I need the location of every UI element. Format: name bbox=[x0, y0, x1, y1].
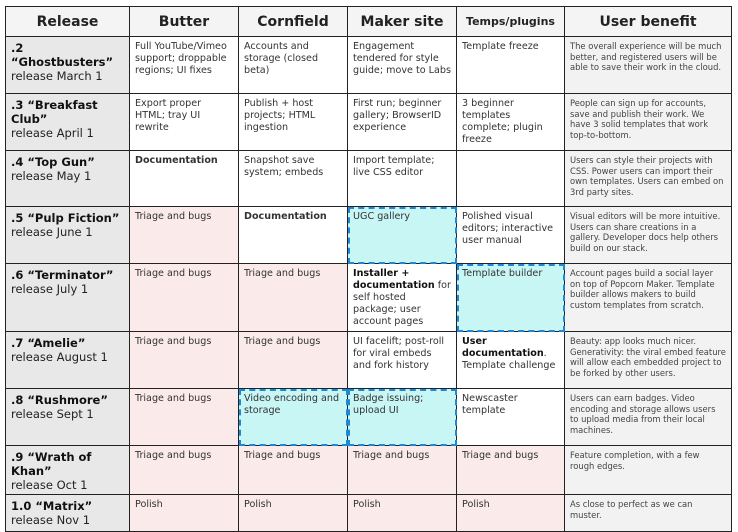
butter-cell: Triage and bugs bbox=[130, 389, 239, 446]
cornfield-cell: Polish bbox=[239, 495, 348, 532]
header-release: Release bbox=[6, 7, 130, 37]
cornfield-cell: Snapshot save system; embeds bbox=[239, 151, 348, 207]
release-title: .4 “Top Gun” bbox=[11, 155, 95, 169]
butter-cell: Polish bbox=[130, 495, 239, 532]
release-cell bbox=[6, 332, 130, 389]
butter-cell: Full YouTube/Vimeo support; droppable regions; UI fixes bbox=[130, 37, 239, 94]
temps-cell: 3 beginner templates complete; plugin freeze bbox=[457, 94, 565, 151]
temps-cell: Triage and bugs bbox=[457, 446, 565, 495]
release-title: .5 “Pulp Fiction” bbox=[11, 211, 120, 225]
release-title: 1.0 “Matrix” bbox=[11, 499, 93, 513]
release-cell bbox=[6, 151, 130, 207]
maker-bold-text: Installer + documentation bbox=[353, 268, 435, 291]
temps-bold-text: User documentation bbox=[462, 336, 544, 359]
release-cell bbox=[6, 37, 130, 94]
release-title: .8 “Rushmore” bbox=[11, 393, 108, 407]
maker-cell: UI facelift; post-roll for viral embeds and fork history bbox=[348, 332, 457, 389]
release-date: release July 1 bbox=[11, 282, 89, 296]
butter-cell: Export proper HTML; tray UI rewrite bbox=[130, 94, 239, 151]
header-butter: Butter bbox=[130, 7, 239, 37]
release-cell bbox=[6, 495, 130, 532]
maker-cell: Engagement tendered for style guide; move to Labs bbox=[348, 37, 457, 94]
temps-cell bbox=[457, 332, 565, 389]
benefit-cell: Feature completion, with a few rough edges. bbox=[565, 446, 732, 495]
release-cell bbox=[6, 389, 130, 446]
roadmap-table bbox=[5, 6, 732, 532]
cornfield-cell: Publish + host projects; HTML ingestion bbox=[239, 94, 348, 151]
cornfield-cell: Video encoding and storage bbox=[239, 389, 348, 446]
maker-cell: UGC gallery bbox=[348, 207, 457, 264]
release-cell bbox=[6, 94, 130, 151]
release-title: .3 “Breakfast Club” bbox=[11, 98, 98, 126]
table-row bbox=[6, 207, 732, 264]
maker-cell: Triage and bugs bbox=[348, 446, 457, 495]
cornfield-cell: Triage and bugs bbox=[239, 332, 348, 389]
maker-cell bbox=[348, 264, 457, 332]
header-temps-plugins: Temps/plugins bbox=[457, 7, 565, 37]
release-cell bbox=[6, 446, 130, 495]
release-date: release March 1 bbox=[11, 69, 103, 83]
table-row bbox=[6, 495, 732, 532]
temps-cell: Template builder bbox=[457, 264, 565, 332]
maker-cell: Polish bbox=[348, 495, 457, 532]
table-row bbox=[6, 389, 732, 446]
table-row bbox=[6, 332, 732, 389]
benefit-cell: As close to perfect as we can muster. bbox=[565, 495, 732, 532]
cornfield-cell: Documentation bbox=[239, 207, 348, 264]
benefit-cell: People can sign up for accounts, save and publish their work. We have 3 solid templates that work top-to-bottom. bbox=[565, 94, 732, 151]
release-title: .9 “Wrath of Khan” bbox=[11, 450, 92, 478]
release-date: release June 1 bbox=[11, 225, 93, 239]
maker-cell: Import template; live CSS editor bbox=[348, 151, 457, 207]
temps-cell: Polish bbox=[457, 495, 565, 532]
temps-cell: Template freeze bbox=[457, 37, 565, 94]
temps-cell bbox=[457, 151, 565, 207]
benefit-cell: Account pages build a social layer on top of Popcorn Maker. Template builder allows makers to build custom templates from scratch. bbox=[565, 264, 732, 332]
release-title: .2 “Ghostbusters” bbox=[11, 41, 114, 69]
temps-cell: Newscaster template bbox=[457, 389, 565, 446]
release-cell bbox=[6, 264, 130, 332]
butter-cell: Triage and bugs bbox=[130, 446, 239, 495]
release-title: .6 “Terminator” bbox=[11, 268, 114, 282]
benefit-cell: The overall experience will be much better, and registered users will be able to save their work in the cloud. bbox=[565, 37, 732, 94]
table-row bbox=[6, 94, 732, 151]
header-cornfield: Cornfield bbox=[239, 7, 348, 37]
release-date: release April 1 bbox=[11, 126, 94, 140]
maker-cell: First run; beginner gallery; BrowserID experience bbox=[348, 94, 457, 151]
cornfield-cell: Triage and bugs bbox=[239, 446, 348, 495]
maker-text: for self hosted package; user account pages bbox=[353, 280, 451, 327]
release-date: release Sept 1 bbox=[11, 407, 94, 421]
table-row bbox=[6, 37, 732, 94]
benefit-cell: Users can earn badges. Video encoding and storage allows users to upload media from their local machines. bbox=[565, 389, 732, 446]
table-row bbox=[6, 264, 732, 332]
release-date: release August 1 bbox=[11, 350, 108, 364]
temps-text: . Template challenge bbox=[462, 348, 556, 371]
release-date: release Nov 1 bbox=[11, 513, 91, 527]
benefit-cell: Beauty: app looks much nicer. Generativity: the viral embed feature will allow each embedded project to be forked by other users. bbox=[565, 332, 732, 389]
release-cell bbox=[6, 207, 130, 264]
cornfield-cell: Triage and bugs bbox=[239, 264, 348, 332]
release-date: release May 1 bbox=[11, 169, 92, 183]
header-user-benefit: User benefit bbox=[565, 7, 732, 37]
cornfield-cell: Accounts and storage (closed beta) bbox=[239, 37, 348, 94]
table-row bbox=[6, 446, 732, 495]
temps-cell: Polished visual editors; interactive user manual bbox=[457, 207, 565, 264]
butter-cell: Triage and bugs bbox=[130, 264, 239, 332]
butter-cell: Triage and bugs bbox=[130, 332, 239, 389]
table-row bbox=[6, 151, 732, 207]
release-title: .7 “Amelie” bbox=[11, 336, 86, 350]
release-date: release Oct 1 bbox=[11, 478, 88, 492]
benefit-cell: Visual editors will be more intuitive. Users can share creations in a gallery. Developer docs help others build on our stack. bbox=[565, 207, 732, 264]
benefit-cell: Users can style their projects with CSS. Power users can import their own templates. Users can embed on 3rd party sites. bbox=[565, 151, 732, 207]
butter-cell: Documentation bbox=[130, 151, 239, 207]
header-maker-site: Maker site bbox=[348, 7, 457, 37]
maker-cell: Badge issuing; upload UI bbox=[348, 389, 457, 446]
butter-cell: Triage and bugs bbox=[130, 207, 239, 264]
